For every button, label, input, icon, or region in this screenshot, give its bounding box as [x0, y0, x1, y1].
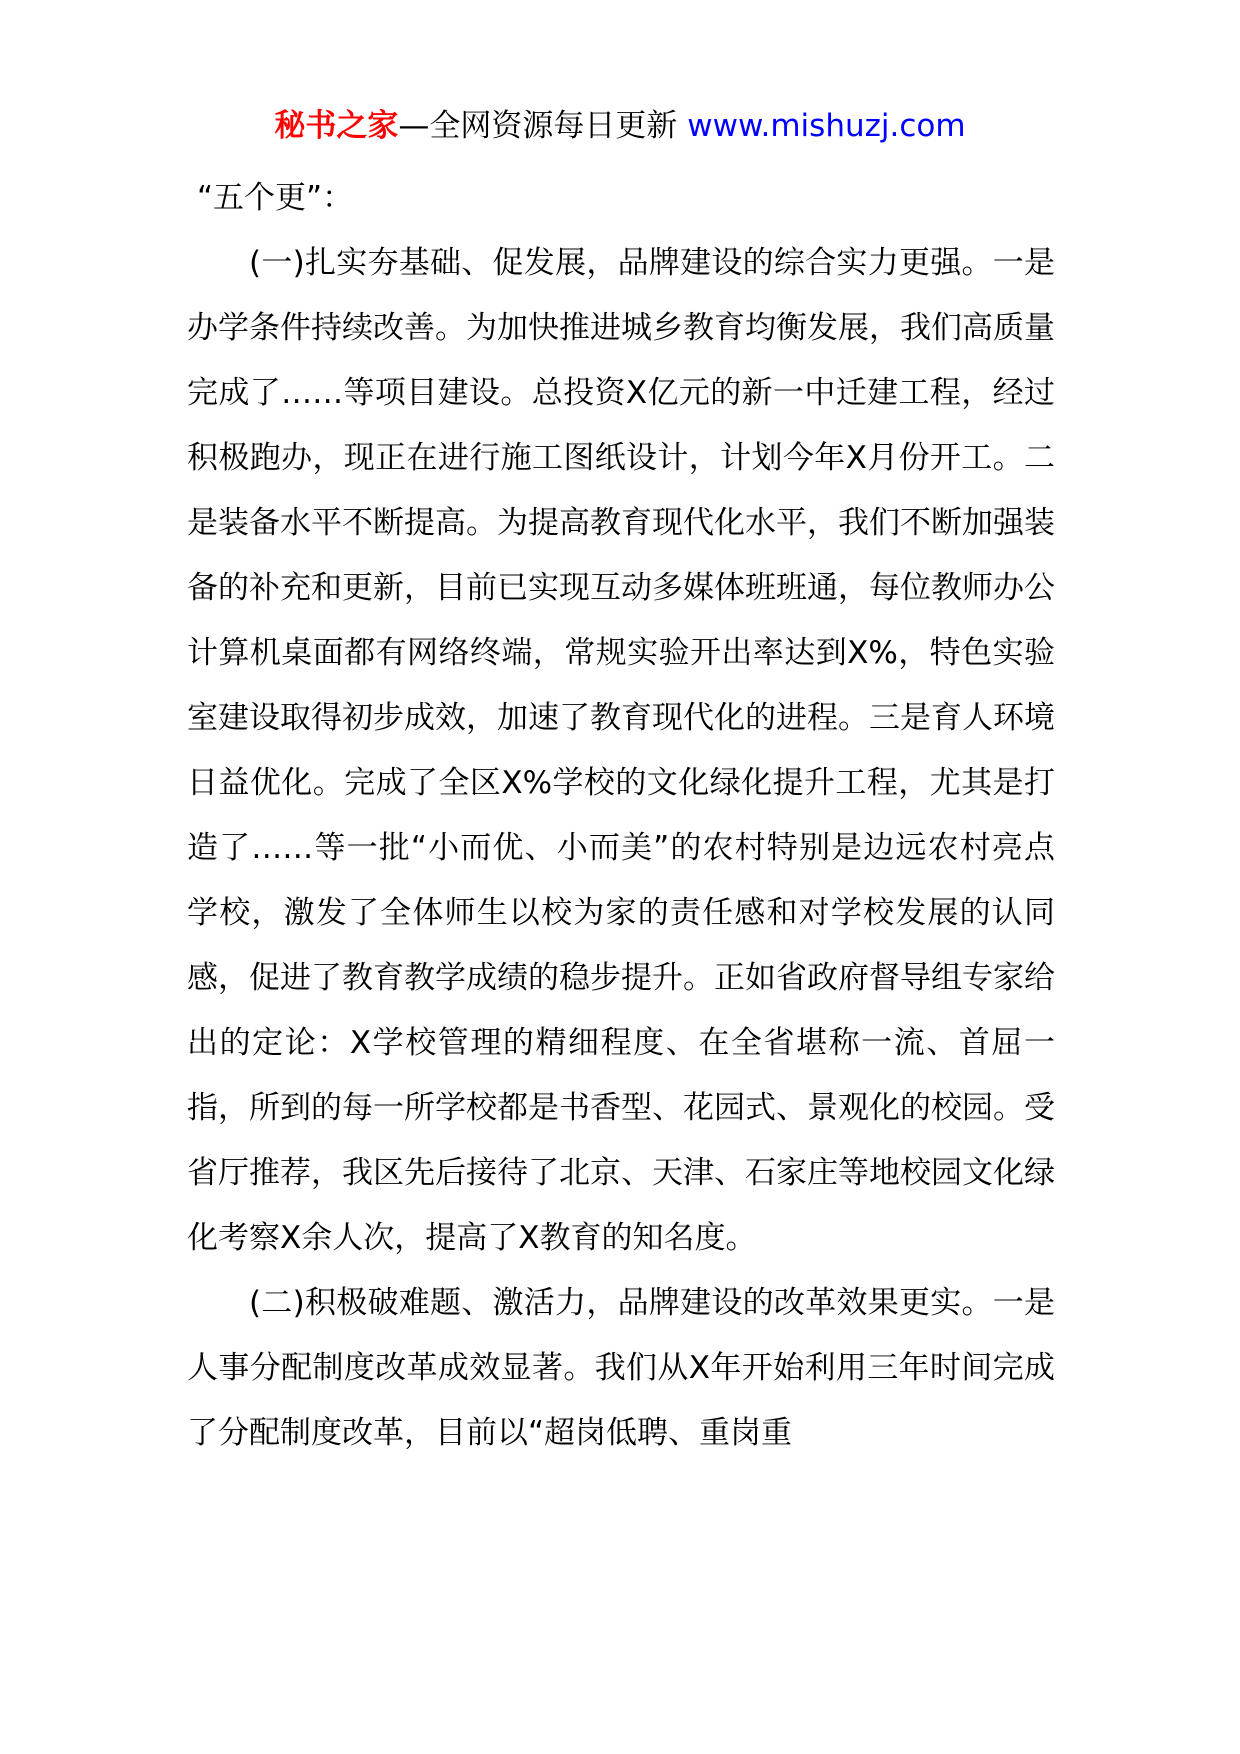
- site-url-link[interactable]: www.mishuzj.com: [687, 108, 966, 144]
- site-tagline: —全网资源每日更新: [398, 108, 688, 144]
- paragraph-1: (一)扎实夯基础、促发展，品牌建设的综合实力更强。一是办学条件持续改善。为加快推进城乡教育均衡发展，我们高质量完成了……等项目建设。总投资X亿元的新一中迁建工程，经过积极跑办，现正在进行施工图纸设计，计划今年X月份开工。二是装备水平不断提高。为提高教育现代化水平，我们不断加强装备的补充和更新，目前已实现互动多媒体班班通，每位教师办公计算机桌面都有网络终端，常规实验开出率达到X%，特色实验室建设取得初步成效，加速了教育现代化的进程。三是育人环境日益优化。完成了全区X%学校的文化绿化提升工程，尤其是打造了……等一批“小而优、小而美”的农村特别是边远农村亮点学校，激发了全体师生以校为家的责任感和对学校发展的认同感，促进了教育教学成绩的稳步提升。正如省政府督导组专家给出的定论：X学校管理的精细程度、在全省堪称一流、首屈一指，所到的每一所学校都是书香型、花园式、景观化的校园。受省厅推荐，我区先后接待了北京、天津、石家庄等地校园文化绿化考察X余人次，提高了X教育的知名度。: [187, 245, 1055, 1256]
- site-brand: 秘书之家: [274, 108, 399, 144]
- paragraph-2: (二)积极破难题、激活力，品牌建设的改革效果更实。一是人事分配制度改革成效显著。我们从X年开始利用三年时间完成了分配制度改革，目前以“超岗低聘、重岗重: [187, 1285, 1055, 1451]
- intro-line: “五个更”：: [197, 180, 354, 216]
- document-body: [187, 166, 1055, 1466]
- site-header: [0, 104, 1240, 148]
